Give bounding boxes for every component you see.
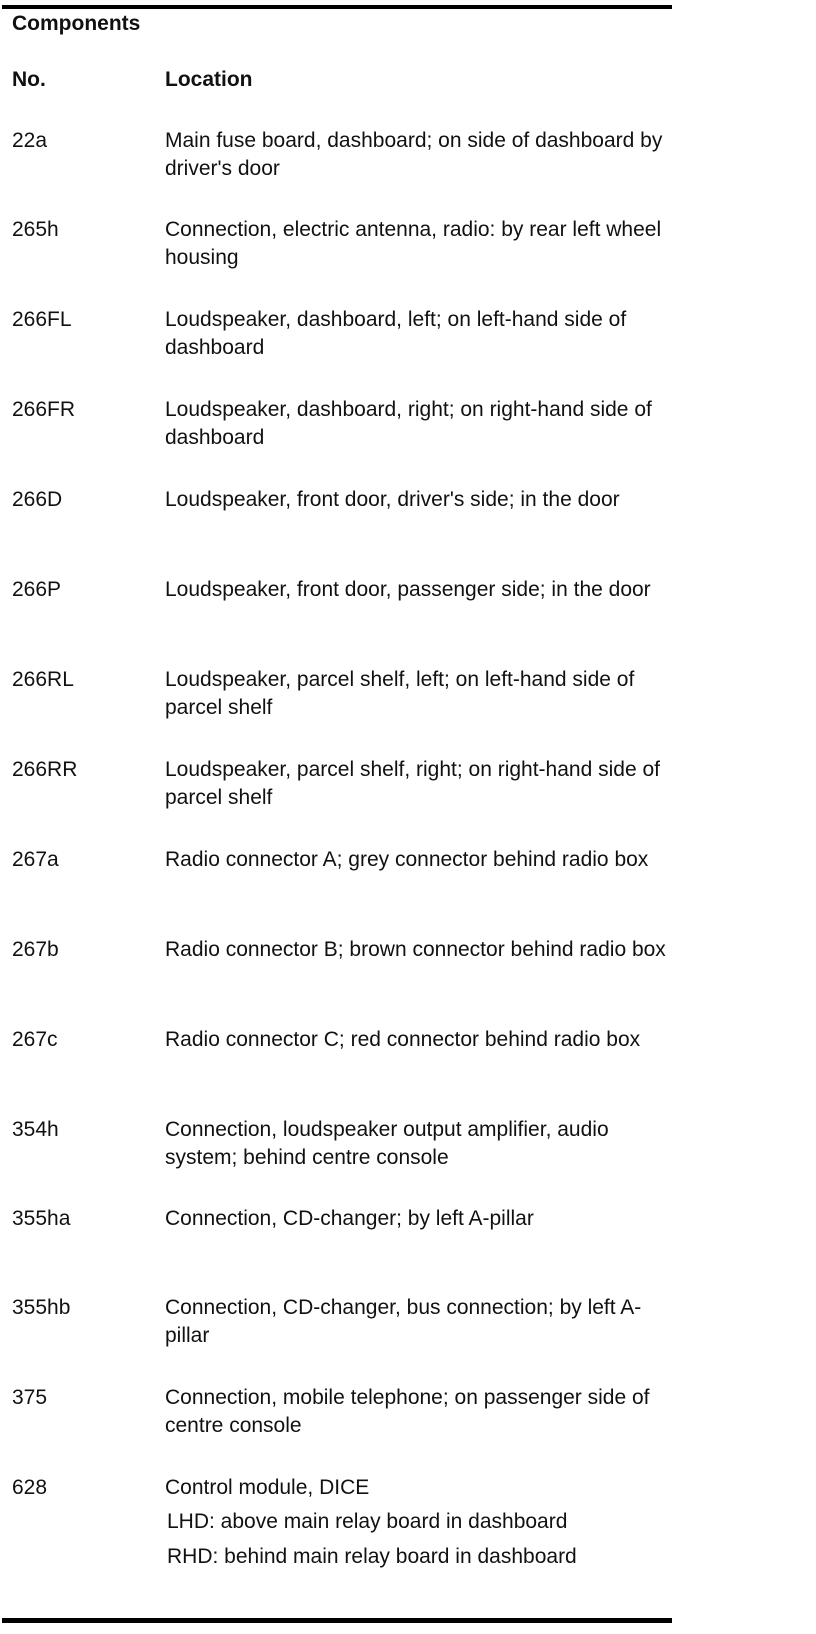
- component-location: Loudspeaker, parcel shelf, right; on right-hand side of parcel shelf: [165, 758, 660, 809]
- component-number: 267a: [12, 848, 59, 871]
- top-rule: [2, 5, 672, 9]
- component-location: Loudspeaker, parcel shelf, left; on left-hand side of parcel shelf: [165, 668, 635, 719]
- column-header-location: Location: [165, 68, 253, 91]
- component-number: 267c: [12, 1028, 58, 1051]
- component-location-lhd: LHD: above main relay board in dashboard: [167, 1510, 568, 1533]
- component-location-rhd: RHD: behind main relay board in dashboard: [167, 1545, 577, 1568]
- component-location: Connection, CD-changer; by left A-pillar: [165, 1207, 534, 1230]
- component-number: 628: [12, 1476, 48, 1499]
- component-number: 266P: [12, 578, 62, 601]
- bottom-rule: [2, 1618, 672, 1623]
- component-number: 267b: [12, 938, 59, 961]
- component-number: 355hb: [12, 1296, 71, 1319]
- component-number: 375: [12, 1386, 48, 1409]
- component-number: 266RL: [12, 668, 74, 691]
- component-location: Loudspeaker, front door, driver's side; in the door: [165, 488, 620, 511]
- component-location: Loudspeaker, front door, passenger side; in the door: [165, 578, 651, 601]
- component-number: 265h: [12, 218, 59, 241]
- component-location: Radio connector B; brown connector behind radio box: [165, 938, 666, 961]
- component-number: 266RR: [12, 758, 78, 781]
- component-location: Main fuse board, dashboard; on side of dashboard by driver's door: [165, 129, 663, 180]
- component-location: Connection, CD-changer, bus connection; by left A-pillar: [165, 1296, 642, 1347]
- component-number: 266FL: [12, 308, 72, 331]
- component-location: Connection, loudspeaker output amplifier, audio system; behind centre console: [165, 1118, 609, 1169]
- component-location: Connection, mobile telephone; on passenger side of centre console: [165, 1386, 650, 1437]
- column-header-no: No.: [12, 68, 46, 91]
- component-location: Connection, electric antenna, radio: by rear left wheel housing: [165, 218, 662, 269]
- component-location: Radio connector C; red connector behind radio box: [165, 1028, 641, 1051]
- component-number: 266FR: [12, 398, 76, 421]
- component-location: Radio connector A; grey connector behind radio box: [165, 848, 649, 871]
- section-title: Components: [12, 12, 141, 35]
- component-number: 22a: [12, 129, 48, 152]
- component-location: Control module, DICE: [165, 1476, 370, 1499]
- component-number: 354h: [12, 1118, 59, 1141]
- component-number: 266D: [12, 488, 63, 511]
- component-location: Loudspeaker, dashboard, right; on right-hand side of dashboard: [165, 398, 652, 449]
- component-number: 355ha: [12, 1207, 71, 1230]
- component-location: Loudspeaker, dashboard, left; on left-hand side of dashboard: [165, 308, 627, 359]
